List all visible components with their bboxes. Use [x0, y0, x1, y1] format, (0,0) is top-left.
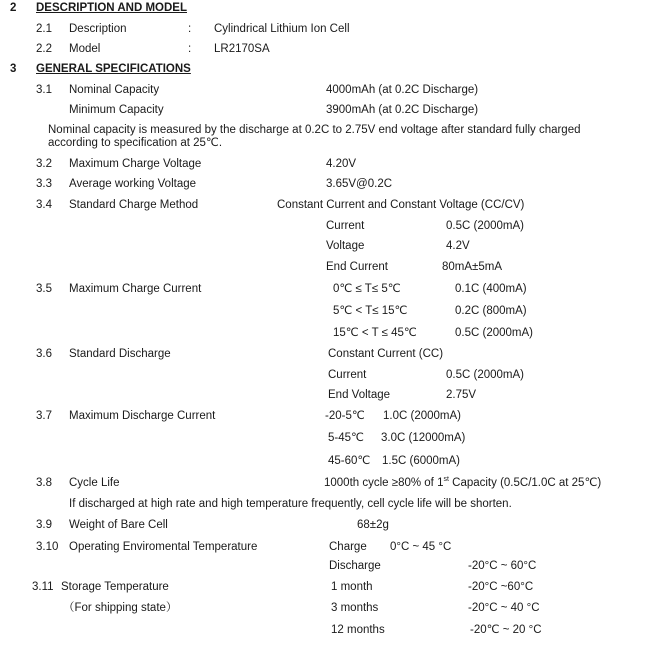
spec-3-7-row-value: 1.0C (2000mA) [383, 410, 461, 422]
spec-3-4-number: 3.4 [36, 199, 52, 211]
spec-2-1-colon: : [188, 23, 192, 35]
spec-2-2-value: LR2170SA [214, 43, 270, 55]
cycle-life-note: If discharged at high rate and high temperature frequently, cell cycle life will be shorten. [69, 498, 512, 510]
spec-3-1-value: 4000mAh (at 0.2C Discharge) [326, 84, 479, 96]
spec-3-9-number: 3.9 [36, 519, 52, 531]
spec-3-2-label: Maximum Charge Voltage [69, 158, 202, 170]
spec-3-11-row-key: 3 months [331, 602, 379, 614]
spec-3-1-number: 3.1 [36, 84, 52, 96]
spec-3-6-row-key: End Voltage [328, 389, 391, 401]
spec-3-10-row-value: -20°C ~ 60°C [468, 560, 537, 572]
spec-3-10-label: Operating Enviromental Temperature [69, 541, 258, 553]
spec-3-9-label: Weight of Bare Cell [69, 519, 168, 531]
spec-3-5-row-key: 0℃ ≤ T≤ 5℃ [333, 283, 401, 295]
spec-3-5-number: 3.5 [36, 283, 52, 295]
spec-2-2-label: Model [69, 43, 101, 55]
spec-3-11-sublabel: （For shipping state） [63, 602, 178, 614]
spec-3-11-row-value: -20℃ ~ 20 °C [470, 624, 542, 636]
spec-2-1-value: Cylindrical Lithium Ion Cell [214, 23, 350, 35]
spec-3-4-row-value: 4.2V [446, 240, 470, 252]
spec-3-4-row-value: 0.5C (2000mA) [446, 220, 524, 232]
spec-3-8-value [324, 476, 601, 490]
spec-3-10-number: 3.10 [36, 541, 59, 553]
spec-3-11-row-value: -20°C ~60°C [468, 581, 534, 593]
spec-3-9-value: 68±2g [357, 519, 389, 531]
spec-3-5-row-value: 0.5C (2000mA) [455, 327, 533, 339]
spec-3-8-value-tail: Capacity (0.5C/1.0C at 25℃) [448, 477, 602, 489]
spec-3-8-number: 3.8 [36, 477, 52, 489]
spec-3-8-value-main: 1000th cycle ≥80% of 1 [324, 477, 444, 489]
spec-3-4-row-key: Voltage [326, 240, 365, 252]
spec-3-4-row-key: Current [326, 220, 365, 232]
section-3-number: 3 [10, 63, 17, 75]
spec-3-6-row-value: 2.75V [446, 389, 477, 401]
spec-3-3-label: Average working Voltage [69, 178, 197, 190]
spec-2-2-colon: : [188, 43, 192, 55]
spec-3-4-row-value: 80mA±5mA [442, 261, 502, 273]
spec-3-8-label: Cycle Life [69, 477, 120, 489]
spec-2-1-label: Description [69, 23, 127, 35]
spec-3-11-label: Storage Temperature [61, 581, 169, 593]
spec-3-6-row-key: Current [328, 369, 367, 381]
spec-3-3-value: 3.65V@0.2C [326, 178, 393, 190]
spec-2-2-number: 2.2 [36, 43, 52, 55]
spec-3-5-row-value: 0.2C (800mA) [455, 305, 527, 317]
spec-3-11-row-key: 1 month [331, 581, 373, 593]
spec-3-6-label: Standard Discharge [69, 348, 171, 360]
spec-3-5-row-value: 0.1C (400mA) [455, 283, 527, 295]
spec-3-4-value: Constant Current and Constant Voltage (CC/CV) [277, 199, 525, 211]
spec-3-5-label: Maximum Charge Current [69, 283, 202, 295]
spec-3-7-label: Maximum Discharge Current [69, 410, 216, 422]
section-3-title: GENERAL SPECIFICATIONS [36, 63, 191, 75]
spec-3-7-row-key: 5-45℃ [328, 432, 364, 444]
spec-3-5-row-key: 15℃ < T ≤ 45℃ [333, 327, 417, 339]
spec-3-7-number: 3.7 [36, 410, 52, 422]
spec-3-6-row-value: 0.5C (2000mA) [446, 369, 524, 381]
spec-3-11-number: 3.11 [32, 581, 54, 593]
spec-3-2-number: 3.2 [36, 158, 52, 170]
section-2-number: 2 [10, 2, 17, 14]
spec-3-11-row-key: 12 months [331, 624, 385, 636]
spec-3-1-min-value: 3900mAh (at 0.2C Discharge) [326, 104, 479, 116]
spec-3-1-min-label: Minimum Capacity [69, 104, 164, 116]
spec-3-4-label: Standard Charge Method [69, 199, 199, 211]
spec-3-2-value: 4.20V [326, 158, 357, 170]
spec-3-7-row-key: 45-60℃ [328, 455, 371, 467]
spec-3-5-row-key: 5℃ < T≤ 15℃ [333, 305, 408, 317]
spec-3-10-row-value: 0°C ~ 45 °C [390, 541, 452, 553]
spec-3-10-row-key: Charge [329, 541, 367, 553]
spec-3-4-row-key: End Current [326, 261, 389, 273]
spec-2-1-number: 2.1 [36, 23, 52, 35]
spec-3-8-value-superscript: st [443, 476, 449, 484]
spec-3-6-number: 3.6 [36, 348, 52, 360]
section-2-title: DESCRIPTION AND MODEL [36, 2, 187, 14]
spec-3-6-value: Constant Current (CC) [328, 348, 444, 360]
spec-3-3-number: 3.3 [36, 178, 52, 190]
spec-3-7-row-key: -20-5℃ [325, 410, 365, 422]
spec-3-11-row-value: -20°C ~ 40 °C [468, 602, 540, 614]
capacity-note: Nominal capacity is measured by the discharge at 0.2C to 2.75V end voltage after standard fully charged according to specification at 25℃. [48, 124, 581, 149]
spec-3-7-row-value: 1.5C (6000mA) [382, 455, 460, 467]
spec-3-7-row-value: 3.0C (12000mA) [381, 432, 466, 444]
spec-3-1-label: Nominal Capacity [69, 84, 160, 96]
spec-3-10-row-key: Discharge [329, 560, 381, 572]
